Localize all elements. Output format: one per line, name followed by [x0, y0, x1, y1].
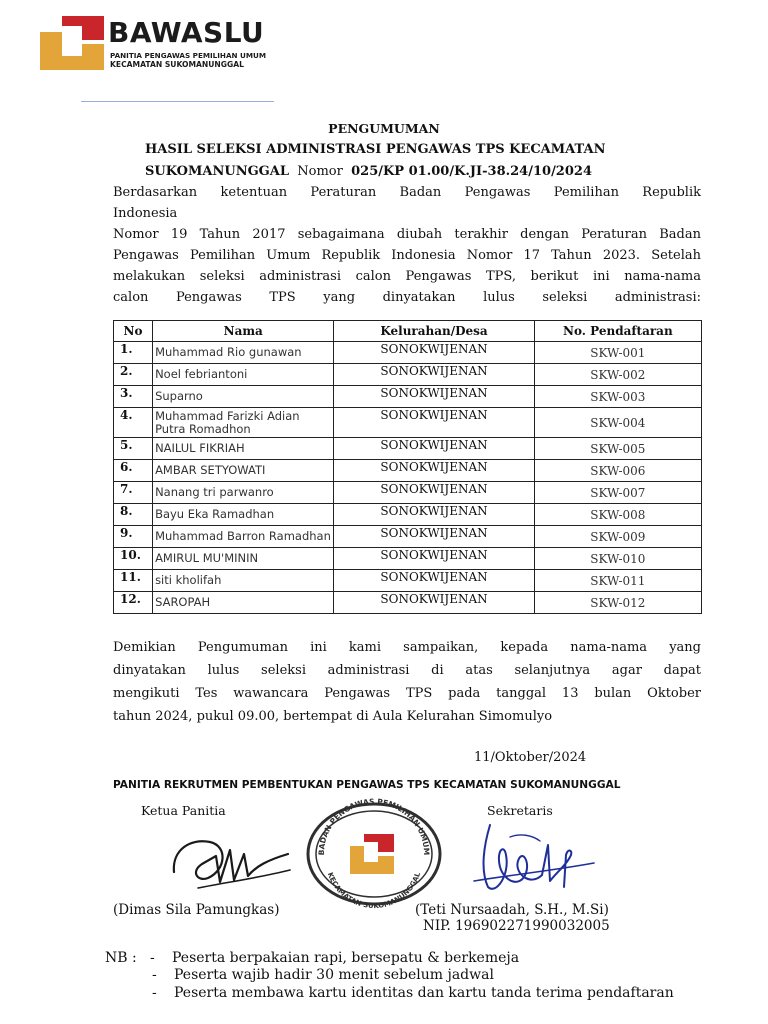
svg-text:KECAMATAN SUKOMANUNGGAL	[326, 871, 422, 910]
intro-line: Berdasarkan ketentuan Peraturan Badan Pengawas Pemilihan Republik	[113, 185, 701, 200]
cell-nama: Muhammad Rio gunawan	[153, 342, 334, 364]
logo-subtitle-1: PANITIA PENGAWAS PEMILIHAN UMUM	[110, 51, 267, 60]
column-header-nama: Nama	[153, 321, 334, 342]
cell-no: 4.	[114, 408, 153, 438]
header-divider	[81, 101, 274, 102]
notes-bullet: -	[150, 950, 155, 966]
cell-kel: SONOKWIJENAN	[334, 548, 534, 570]
column-header-pendaftaran: No. Pendaftaran	[534, 321, 701, 342]
intro-line: calon Pengawas TPS yang dinyatakan lulus seleksi administrasi:	[113, 290, 701, 305]
chairman-role: Ketua Panitia	[141, 803, 226, 818]
cell-nama: AMBAR SETYOWATI	[153, 460, 334, 482]
official-stamp	[304, 796, 444, 911]
cell-nama: Nanang tri parwanro	[153, 482, 334, 504]
intro-line: melakukan seleksi administrasi calon Pengawas TPS, berikut ini nama-nama	[113, 269, 701, 284]
table-row	[114, 570, 702, 592]
bawaslu-emblem-icon	[38, 10, 108, 74]
cell-no: 11.	[114, 570, 153, 592]
announcement-subheading: HASIL SELEKSI ADMINISTRASI PENGAWAS TPS KECAMATAN	[145, 142, 606, 157]
cell-reg: SKW-010	[534, 548, 701, 570]
cell-no: 6.	[114, 460, 153, 482]
cell-reg: SKW-006	[534, 460, 701, 482]
stamp-top-text: BADAN PENGAWAS PEMILIHAN UMUM	[316, 796, 432, 856]
logo-name: BAWASLU	[108, 16, 265, 49]
cell-nama: NAILUL FIKRIAH	[153, 438, 334, 460]
cell-no: 2.	[114, 364, 153, 386]
cell-kel: SONOKWIJENAN	[334, 592, 534, 614]
table-row	[114, 364, 702, 386]
cell-no: 7.	[114, 482, 153, 504]
table-row	[114, 408, 702, 438]
table-row	[114, 342, 702, 364]
cell-reg: SKW-002	[534, 364, 701, 386]
cell-reg: SKW-004	[534, 408, 701, 438]
column-header-kelurahan: Kelurahan/Desa	[334, 321, 534, 342]
announcement-number: 025/KP 01.00/K.JI-38.24/10/2024	[351, 164, 592, 179]
stamp-bottom-text: KECAMATAN SUKOMANUNGGAL	[325, 871, 423, 911]
table-row	[114, 592, 702, 614]
table-row	[114, 386, 702, 408]
cell-reg: SKW-007	[534, 482, 701, 504]
secretary-nip: NIP. 196902271990032005	[423, 918, 610, 934]
table-row	[114, 482, 702, 504]
notes-item: Peserta wajib hadir 30 menit sebelum jadwal	[174, 967, 494, 983]
cell-nama: AMIRUL MU'MININ	[153, 548, 334, 570]
cell-reg: SKW-003	[534, 386, 701, 408]
candidate-table	[113, 320, 702, 614]
logo-subtitle-2: KECAMATAN SUKOMANUNGGAL	[110, 60, 244, 69]
intro-paragraph	[113, 182, 701, 308]
table-header-row	[114, 321, 702, 342]
cell-kel: SONOKWIJENAN	[334, 482, 534, 504]
cell-reg: SKW-012	[534, 592, 701, 614]
closing-line: Demikian Pengumuman ini kami sampaikan, kepada nama-nama yang	[113, 640, 701, 655]
cell-nama: Suparno	[153, 386, 334, 408]
bawaslu-logo	[38, 10, 278, 74]
announcement-number-line	[145, 164, 592, 179]
cell-kel: SONOKWIJENAN	[334, 386, 534, 408]
cell-no: 10.	[114, 548, 153, 570]
cell-kel: SONOKWIJENAN	[334, 408, 534, 438]
table-row	[114, 438, 702, 460]
intro-line: Pengawas Pemilihan Umum Republik Indonesia Nomor 17 Tahun 2023. Setelah	[113, 248, 701, 263]
cell-kel: SONOKWIJENAN	[334, 504, 534, 526]
cell-kel: SONOKWIJENAN	[334, 342, 534, 364]
cell-no: 12.	[114, 592, 153, 614]
intro-line: Nomor 19 Tahun 2017 sebagaimana diubah terakhir dengan Peraturan Badan	[113, 227, 701, 242]
stamp-emblem-icon	[350, 834, 394, 874]
closing-line: tahun 2024, pukul 09.00, bertempat di Aula Kelurahan Simomulyo	[113, 709, 553, 724]
cell-kel: SONOKWIJENAN	[334, 570, 534, 592]
table-row	[114, 460, 702, 482]
notes-item: Peserta membawa kartu identitas dan kartu tanda terima pendaftaran	[174, 985, 674, 1001]
intro-line: Indonesia	[113, 206, 178, 221]
cell-kel: SONOKWIJENAN	[334, 364, 534, 386]
secretary-signature	[470, 815, 600, 900]
notes-item: Peserta berpakaian rapi, bersepatu & berkemeja	[172, 950, 520, 966]
secretary-name: (Teti Nursaadah, S.H., M.Si)	[415, 902, 609, 918]
closing-line: dinyatakan lulus seleksi administrasi di atas selanjutnya agar dapat	[113, 663, 701, 678]
committee-name: PANITIA REKRUTMEN PEMBENTUKAN PENGAWAS TPS KECAMATAN SUKOMANUNGGAL	[113, 779, 621, 791]
chairman-signature	[168, 820, 293, 895]
cell-no: 8.	[114, 504, 153, 526]
announcement-date: 11/Oktober/2024	[474, 750, 587, 765]
cell-no: 5.	[114, 438, 153, 460]
notes-bullet: -	[152, 985, 157, 1001]
notes-bullet: -	[152, 967, 157, 983]
cell-reg: SKW-009	[534, 526, 701, 548]
cell-kel: SONOKWIJENAN	[334, 526, 534, 548]
cell-nama: Muhammad Farizki Adian Putra Romadhon	[153, 408, 334, 438]
notes-label: NB :	[105, 950, 137, 966]
cell-reg: SKW-001	[534, 342, 701, 364]
table-row	[114, 526, 702, 548]
table-row	[114, 504, 702, 526]
number-label: Nomor	[297, 164, 343, 179]
closing-paragraph	[113, 636, 701, 728]
cell-nama: Bayu Eka Ramadhan	[153, 504, 334, 526]
cell-no: 9.	[114, 526, 153, 548]
cell-nama: Muhammad Barron Ramadhan	[153, 526, 334, 548]
cell-nama: Noel febriantoni	[153, 364, 334, 386]
table-row	[114, 548, 702, 570]
cell-reg: SKW-005	[534, 438, 701, 460]
chairman-name: (Dimas Sila Pamungkas)	[113, 902, 280, 918]
cell-nama: siti kholifah	[153, 570, 334, 592]
district-name: SUKOMANUNGGAL	[145, 164, 290, 179]
closing-line: mengikuti Tes wawancara Pengawas TPS pada tanggal 13 bulan Oktober	[113, 686, 701, 701]
cell-no: 3.	[114, 386, 153, 408]
cell-kel: SONOKWIJENAN	[334, 438, 534, 460]
cell-kel: SONOKWIJENAN	[334, 460, 534, 482]
announcement-heading: PENGUMUMAN	[328, 121, 440, 136]
column-header-no: No	[114, 321, 153, 342]
cell-nama: SAROPAH	[153, 592, 334, 614]
secretary-role: Sekretaris	[487, 803, 553, 818]
cell-reg: SKW-011	[534, 570, 701, 592]
cell-reg: SKW-008	[534, 504, 701, 526]
cell-no: 1.	[114, 342, 153, 364]
svg-text:BADAN PENGAWAS PEMILIHAN UMUM	[317, 797, 431, 855]
